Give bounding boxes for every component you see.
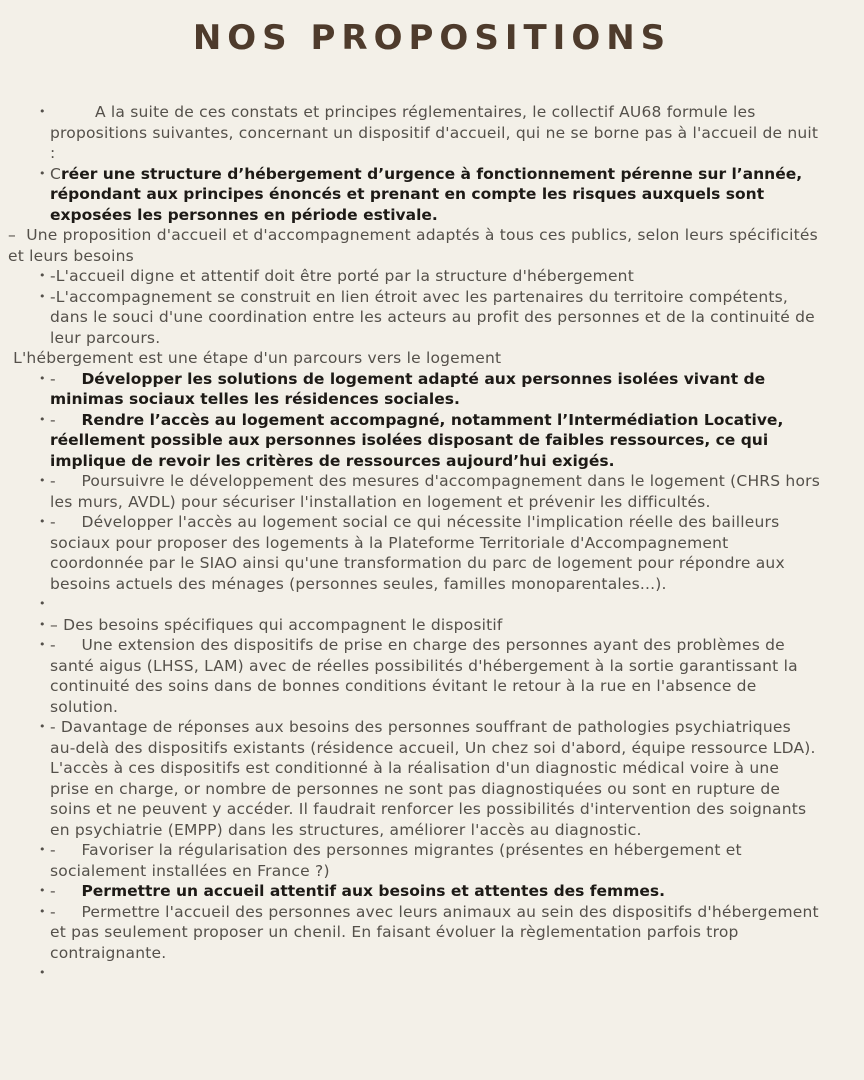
list-item-text: - Davantage de réponses aux besoins des personnes souffrant de pathologies psychiatriques au-delà des dispositifs existants (résidence accueil, Un chez soi d'abord, équipe ressource LDA). L'accès à ces dispositifs est conditionné à la réalisation d'un diagnostic médical voire à une prise en charge, or nombre de personnes ne sont pas diagnostiquées ou sont en rupture de soins et ne peuvent y accéder. Il faudrait renforcer les possibilités d'intervention des soignants en psychiatrie (EMPP) dans les structures, améliorer l'accès au diagnostic.: [50, 718, 821, 839]
bullet-icon: •: [39, 289, 46, 303]
list-item-text: - Une extension des dispositifs de prise en charge des personnes ayant des problèmes de santé aigus (LHSS, LAM) avec de réelles possibilités d'hébergement à la sortie garantissant la continuité des soins dans de bonnes conditions évitant le retour à la rue en l'absence de solution.: [50, 636, 803, 716]
list-item: [0, 635, 820, 717]
bullet-icon: •: [39, 166, 46, 180]
list-item: [0, 266, 820, 287]
list-item-text: – Des besoins spécifiques qui accompagnent le dispositif: [50, 615, 503, 634]
bullet-icon: •: [39, 884, 46, 897]
list-item-text: - Poursuivre le développement des mesures d'accompagnement dans le logement (CHRS hors les murs, AVDL) pour sécuriser l'installation en logement et prévenir les difficultés.: [50, 472, 826, 511]
list-item: [0, 369, 820, 410]
list-item-text: A la suite de ces constats et principes réglementaires, le collectif AU68 formule les propositions suivantes, concernant un dispositif d'accueil, qui ne se borne pas à l'accueil de nuit :: [50, 103, 824, 162]
bullet-icon: •: [39, 720, 46, 733]
list-item: [0, 164, 820, 226]
list-item-text: L'hébergement est une étape d'un parcours vers le logement: [8, 349, 502, 367]
list-item: [0, 963, 820, 984]
lead-character: C: [50, 164, 62, 183]
list-item: [0, 594, 820, 615]
dash-prefix: -: [50, 902, 82, 921]
propositions-list: [0, 102, 864, 984]
dash-prefix: –: [50, 615, 64, 634]
list-item-text: - Permettre un accueil attentif aux besoins et attentes des femmes.: [50, 882, 665, 900]
dash-prefix: -: [50, 718, 61, 736]
list-item: [0, 881, 820, 902]
bullet-icon: •: [39, 843, 46, 856]
bullet-icon: •: [39, 371, 46, 385]
list-item: [0, 615, 820, 636]
bullet-icon: •: [39, 515, 46, 528]
list-item: [0, 840, 820, 881]
bullet-icon: •: [39, 904, 46, 918]
dash-prefix: -: [50, 513, 82, 531]
dash-prefix: -: [50, 369, 82, 388]
list-item-text: – Une proposition d'accueil et d'accompagnement adaptés à tous ces publics, selon leurs spécificités et leurs besoins: [8, 226, 824, 265]
bullet-icon: •: [39, 597, 46, 610]
bullet-icon: •: [39, 617, 46, 631]
list-item: [0, 410, 820, 472]
bullet-icon: •: [39, 966, 46, 979]
list-item-text: - Développer l'accès au logement social ce qui nécessite l'implication réelle des bailleurs sociaux pour proposer des logements à la Plateforme Territoriale d'Accompagnement coordonnée par le SIAO ainsi qu'une transformation du parc de logement pour répondre aux besoins actuels des ménages (personnes seules, familles monoparentales...).: [50, 513, 790, 593]
list-item-text: - Favoriser la régularisation des personnes migrantes (présentes en hébergement et socialement installées en France ?): [50, 841, 747, 880]
list-item: [0, 902, 824, 964]
list-item: [0, 348, 820, 369]
list-item-text: -L'accueil digne et attentif doit être porté par la structure d'hébergement: [50, 267, 634, 285]
list-item: [0, 717, 820, 840]
page-title: NOS PROPOSITIONS: [192, 18, 672, 58]
list-item-text: Créer une structure d’hébergement d’urgence à fonctionnement pérenne sur l’année, répondant aux principes énoncés et prenant en compte les risques auxquels sont exposées les personnes en période estivale.: [50, 164, 808, 224]
dash-prefix: -: [50, 882, 82, 900]
bullet-icon: •: [39, 412, 46, 426]
bullet-icon: •: [39, 638, 46, 651]
bullet-icon: •: [39, 105, 46, 118]
dash-prefix: -: [50, 410, 82, 429]
dash-prefix: -: [50, 841, 82, 859]
list-item: [0, 512, 820, 594]
list-item-text: -L'accompagnement se construit en lien étroit avec les partenaires du territoire compétents, dans le souci d'une coordination entre les acteurs au profit des personnes et de la continuité de leur parcours.: [50, 287, 821, 347]
list-item-text: - Permettre l'accueil des personnes avec leurs animaux au sein des dispositifs d'hébergement et pas seulement proposer un chenil. En faisant évoluer la règlementation parfois trop contraignante.: [50, 902, 824, 962]
list-item: [0, 471, 826, 512]
bullet-icon: •: [39, 269, 46, 282]
list-item-text: - Rendre l’accès au logement accompagné, notamment l’Intermédiation Locative, réellement possible aux personnes isolées disposant de faibles ressources, ce qui implique de revoir les critères de ressources aujourd’hui exigés.: [50, 410, 789, 470]
dash-prefix: -: [50, 472, 82, 490]
bullet-icon: •: [39, 474, 46, 487]
list-item: [0, 287, 820, 349]
dash-prefix: -: [50, 636, 82, 654]
list-item: [0, 225, 824, 266]
list-item-text: - Développer les solutions de logement adapté aux personnes isolées vivant de minimas sociaux telles les résidences sociales.: [50, 369, 771, 408]
list-item: [0, 102, 824, 164]
